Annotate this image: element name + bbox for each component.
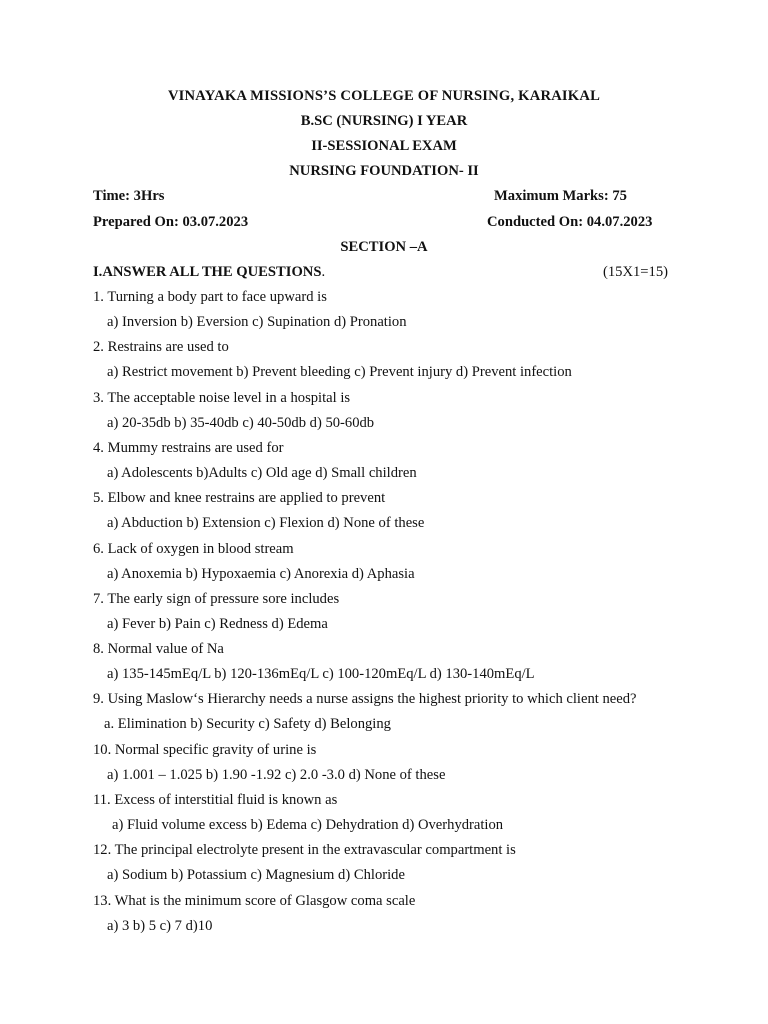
question-options: a) Sodium b) Potassium c) Magnesium d) Chloride [107,867,405,883]
question-options: a) Restrict movement b) Prevent bleeding c) Prevent injury d) Prevent infection [107,364,572,380]
question-text: 5. Elbow and knee restrains are applied to prevent [93,490,386,506]
question-text: 8. Normal value of Na [93,641,224,657]
question-text: 4. Mummy restrains are used for [93,440,284,456]
question-options: a) Fever b) Pain c) Redness d) Edema [107,616,328,632]
subject-title: NURSING FOUNDATION- II [289,163,479,179]
question-text: 13. What is the minimum score of Glasgow coma scale [93,893,416,909]
question-text: 3. The acceptable noise level in a hospital is [93,390,351,406]
question-options: a) 1.001 – 1.025 b) 1.90 -1.92 c) 2.0 -3.0 d) None of these [107,767,446,783]
question-options: a) 3 b) 5 c) 7 d)10 [107,918,213,934]
question-options: a. Elimination b) Security c) Safety d) Belonging [104,716,391,732]
question-text: 11. Excess of interstitial fluid is known as [93,792,338,808]
exam-duration: Time: 3Hrs [93,188,165,204]
section-heading: SECTION –A [340,239,428,255]
question-options: a) 135-145mEq/L b) 120-136mEq/L c) 100-120mEq/L d) 130-140mEq/L [107,666,535,682]
question-text: 6. Lack of oxygen in blood stream [93,541,294,557]
question-text: 10. Normal specific gravity of urine is [93,742,317,758]
question-text: 1. Turning a body part to face upward is [93,289,327,305]
question-options: a) Adolescents b)Adults c) Old age d) Small children [107,465,417,481]
prepared-date: Prepared On: 03.07.2023 [93,214,249,230]
question-options: a) Anoxemia b) Hypoxaemia c) Anorexia d) Aphasia [107,566,415,582]
question-text: 7. The early sign of pressure sore includes [93,591,340,607]
instruction-text: I.ANSWER ALL THE QUESTIONS [93,264,322,280]
instruction-line [93,264,325,281]
exam-title: II-SESSIONAL EXAM [311,138,457,154]
college-name: VINAYAKA MISSIONS’S COLLEGE OF NURSING, KARAIKAL [167,88,601,104]
instruction-suffix: . [321,264,326,280]
question-options: a) Inversion b) Eversion c) Supination d) Pronation [107,314,407,330]
marks-scheme: (15X1=15) [603,264,668,280]
question-text: 9. Using Maslow‘s Hierarchy needs a nurse assigns the highest priority to which client need? [93,691,637,707]
maximum-marks: Maximum Marks: 75 [494,188,627,204]
question-options: a) Abduction b) Extension c) Flexion d) None of these [107,515,425,531]
question-text: 12. The principal electrolyte present in the extravascular compartment is [93,842,516,858]
course-title: B.SC (NURSING) I YEAR [300,113,468,129]
question-options: a) 20-35db b) 35-40db c) 40-50db d) 50-60db [107,415,375,431]
question-text: 2. Restrains are used to [93,339,229,355]
conducted-date: Conducted On: 04.07.2023 [487,214,653,230]
question-options: a) Fluid volume excess b) Edema c) Dehydration d) Overhydration [112,817,504,833]
